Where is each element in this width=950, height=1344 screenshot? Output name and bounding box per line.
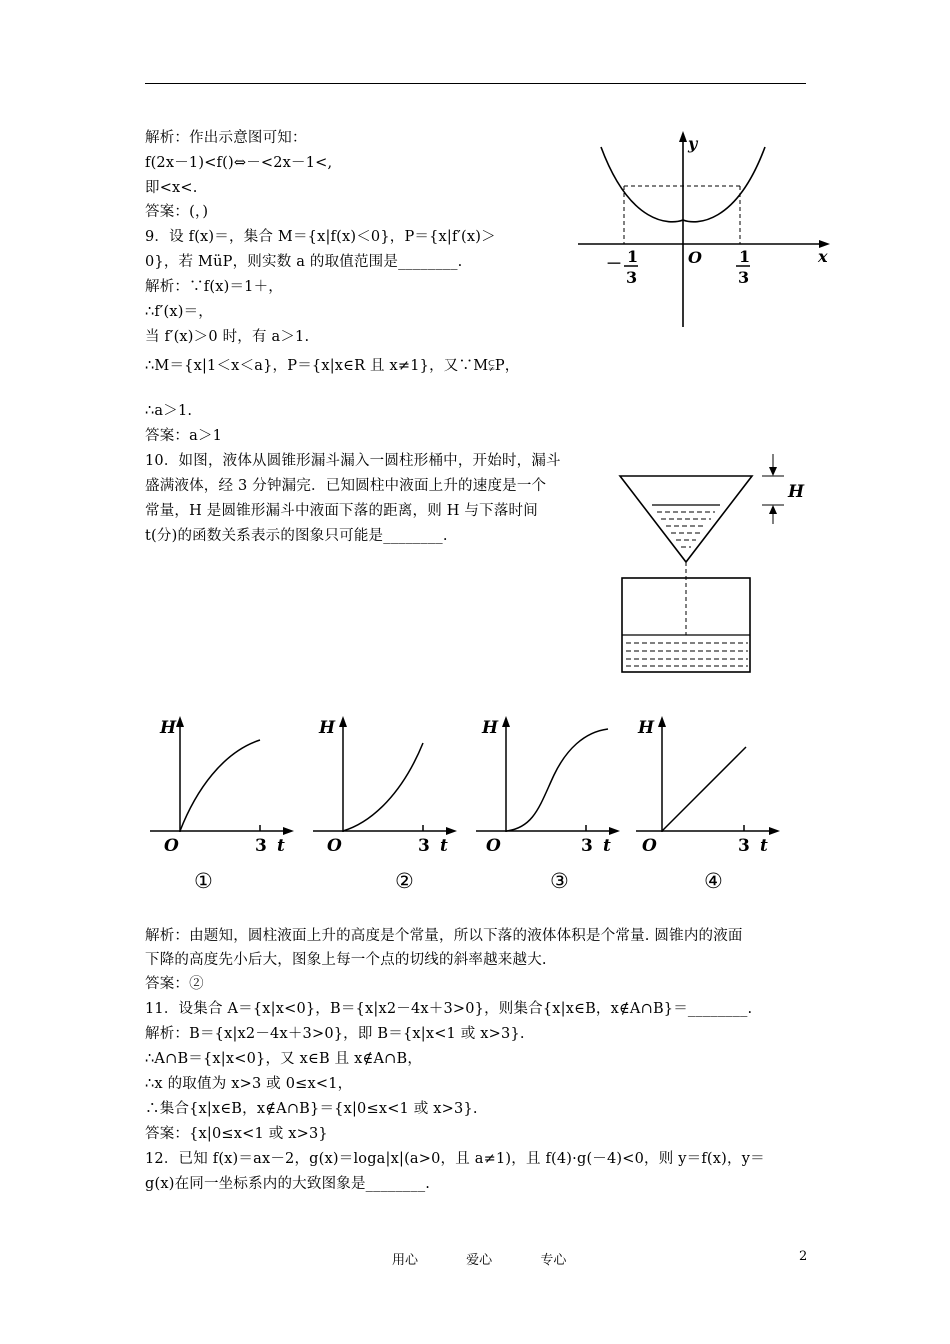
tick-label: 3 [255,836,267,856]
origin-label: O [688,248,702,267]
text-line: t(分)的函数关系表示的图象只可能是________. [145,528,448,544]
page-number: 2 [799,1249,808,1264]
text-line: 解析：由题知，圆柱液面上升的高度是个常量，所以下落的液体体积是个常量. 圆锥内的液面 [145,928,743,944]
curve-straight-line [662,747,746,831]
tick-label: 3 [738,836,750,856]
h-label: H [638,718,655,738]
footer-text-b: 爱心 [466,1253,493,1268]
curve-concave [180,740,260,831]
text-line: 即<x<. [145,180,198,196]
y-label: y [688,134,698,153]
h-label: H [160,718,177,738]
text-line: 答案：{x|0≤x<1 或 x>3} [145,1126,328,1142]
text-line: 10．如图，液体从圆锥形漏斗漏入一圆柱形桶中，开始时，漏斗 [145,453,561,469]
x-label: x [818,247,828,266]
right-denominator: 3 [738,268,750,287]
t-label: t [440,836,448,856]
funnel-liquid-hatch [657,512,715,547]
text-line: 解析：作出示意图可知： [145,130,307,146]
y-axis-arrow [658,716,666,727]
text-line: g(x)在同一坐标系内的大致图象是________. [145,1176,431,1192]
minus-sign: － [606,254,623,273]
t-label: t [277,836,285,856]
page-footer [392,1249,590,1268]
text-line: 答案：(，) [145,204,209,220]
graph-2 [311,710,461,900]
text-line: 11．设集合 A＝{x|x<0}，B＝{x|x2－4x＋3>0}，则集合{x|x∈B，x∉A∩B}＝________. [145,1001,753,1017]
left-numerator: 1 [627,247,639,266]
graph-caption: ④ [704,869,723,893]
bucket-liquid-hatch [626,643,748,666]
text-line: 12．已知 f(x)＝ax－2，g(x)＝loga|x|(a>0，且 a≠1)，且 f(4)·g(－4)<0，则 y＝f(x)，y＝ [145,1151,765,1167]
tick-label: 3 [418,836,430,856]
graph-caption: ① [194,869,213,893]
text-line: ∴M＝{x|1＜x＜a}，P＝{x|x∈R 且 x≠1}，又∵M⫋P， [145,358,520,374]
h-label: H [319,718,336,738]
text-line: 答案：② [145,976,204,992]
text-line: 9．设 f(x)＝，集合 M＝{x|f(x)＜0}，P＝{x|f′(x)＞ [145,229,496,245]
h-arrowhead-down [769,467,777,476]
text-line: f(2x－1)<f()⇔－<2x－1<, [145,155,333,171]
origin-label: O [164,836,179,856]
graph-caption: ② [395,869,414,893]
h-arrowhead-up [769,505,777,514]
text-line: ∴集合{x|x∈B，x∉A∩B}＝{x|0≤x<1 或 x>3}. [145,1101,478,1117]
h-label: H [482,718,499,738]
text-line: 常量，H 是圆锥形漏斗中液面下落的距离，则 H 与下落时间 [145,503,538,519]
y-axis-arrow [339,716,347,727]
text-line: 0}，若 MüP，则实数 a 的取值范围是________. [145,254,463,270]
graph-4 [634,710,784,900]
text-line: ∴x 的取值为 x>3 或 0≤x<1， [145,1076,353,1092]
text-line: 解析：B＝{x|x2－4x＋3>0}，即 B＝{x|x<1 或 x>3}. [145,1026,525,1042]
origin-label: O [486,836,501,856]
t-axis-arrow [446,827,457,835]
t-axis-arrow [609,827,620,835]
y-axis-arrow [502,716,510,727]
parabola-figure [570,125,840,335]
t-axis-arrow [283,827,294,835]
footer-text-c: 专心 [540,1253,567,1268]
footer-text-a: 用心 [392,1253,419,1268]
tick-label: 3 [581,836,593,856]
text-line: ∴f′(x)＝， [145,304,213,320]
y-axis-arrow [679,131,687,142]
text-line: 下降的高度先小后大，图象上每一个点的切线的斜率越来越大. [145,952,547,968]
h-label: H [788,482,805,502]
graph-3 [474,710,624,900]
text-line: 答案：a＞1 [145,428,223,444]
curve-convex [343,743,423,831]
funnel-figure [612,450,812,680]
t-axis-arrow [769,827,780,835]
t-label: t [603,836,611,856]
origin-label: O [327,836,342,856]
origin-label: O [642,836,657,856]
text-line: 解析：∵f(x)＝1＋， [145,279,283,295]
graph-1 [148,710,298,900]
right-numerator: 1 [739,247,751,266]
text-line: 当 f′(x)＞0 时，有 a＞1. [145,329,310,345]
curve-s-shaped [506,729,608,831]
text-line: ∴A∩B＝{x|x<0}，又 x∈B 且 x∉A∩B， [145,1051,423,1067]
y-axis-arrow [176,716,184,727]
left-denominator: 3 [626,268,638,287]
graph-caption: ③ [550,869,569,893]
text-line: 盛满液体，经 3 分钟漏完．已知圆柱中液面上升的速度是一个 [145,478,547,494]
text-line: ∴a＞1. [145,403,193,419]
header-rule [145,83,806,84]
t-label: t [760,836,768,856]
